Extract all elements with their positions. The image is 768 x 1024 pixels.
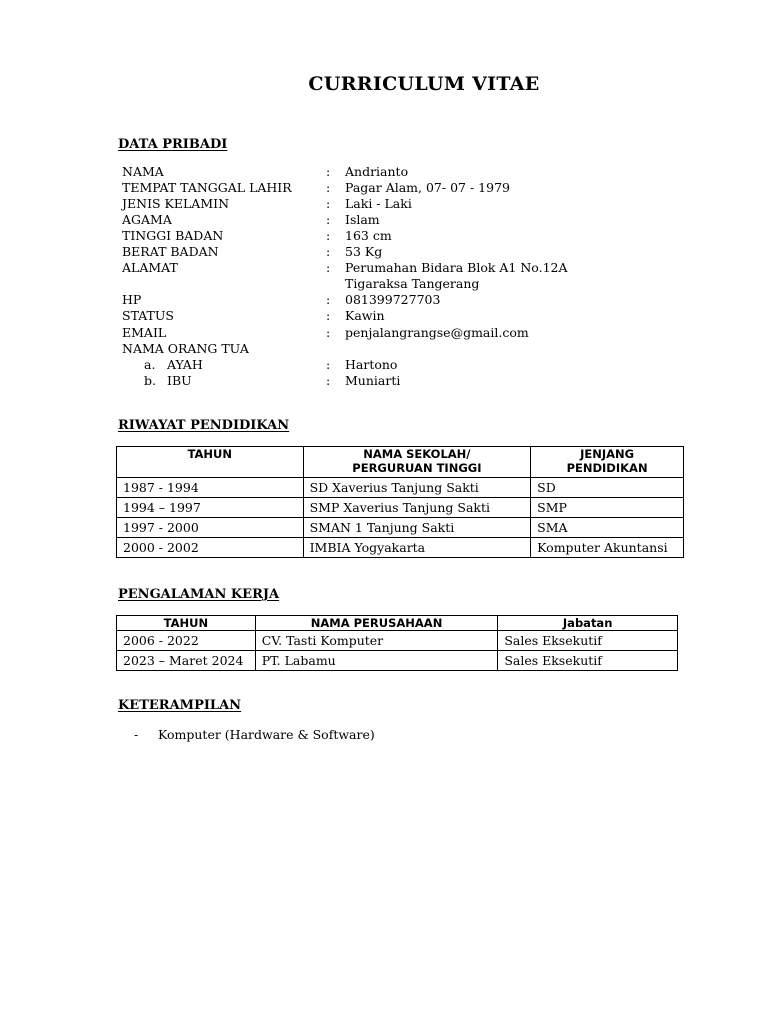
field-row bbox=[0, 228, 768, 244]
table-cell: SMA bbox=[531, 518, 684, 538]
field-label: EMAIL bbox=[122, 325, 167, 340]
education-table bbox=[116, 446, 684, 558]
field-value-line2: Tigaraksa Tangerang bbox=[345, 276, 480, 291]
field-row bbox=[0, 308, 768, 324]
parent-role: AYAH bbox=[167, 357, 203, 372]
table-row bbox=[117, 538, 684, 558]
field-colon: : bbox=[326, 212, 331, 227]
table-cell: SMP bbox=[531, 498, 684, 518]
field-label: HP bbox=[122, 292, 142, 307]
list-index: a. bbox=[144, 357, 156, 372]
table-cell: SD bbox=[531, 478, 684, 498]
field-label: TINGGI BADAN bbox=[122, 228, 224, 243]
table-row bbox=[117, 651, 678, 671]
field-value: Kawin bbox=[345, 308, 385, 323]
field-label: ALAMAT bbox=[122, 260, 178, 275]
field-label: TEMPAT TANGGAL LAHIR bbox=[122, 180, 292, 195]
bullet-dash: - bbox=[134, 727, 139, 742]
field-row bbox=[0, 260, 768, 276]
field-value: Islam bbox=[345, 212, 380, 227]
field-value: Muniarti bbox=[345, 373, 401, 388]
column-header: NAMA SEKOLAH/ PERGURUAN TINGGI bbox=[303, 447, 531, 478]
table-row bbox=[117, 631, 678, 651]
table-cell: Komputer Akuntansi bbox=[531, 538, 684, 558]
list-index: b. bbox=[144, 373, 156, 388]
table-cell: 2006 - 2022 bbox=[117, 631, 256, 651]
parent-row bbox=[0, 357, 768, 373]
parent-label bbox=[144, 357, 203, 373]
column-header: NAMA PERUSAHAAN bbox=[255, 616, 498, 631]
field-row bbox=[0, 292, 768, 308]
field-value: 53 Kg bbox=[345, 244, 383, 259]
section-heading-education: RIWAYAT PENDIDIKAN bbox=[118, 418, 290, 433]
field-row bbox=[0, 325, 768, 341]
email-value: penjalangrangse@gmail.com bbox=[345, 325, 529, 340]
field-colon: : bbox=[326, 228, 331, 243]
table-cell: Sales Eksekutif bbox=[498, 651, 678, 671]
column-header: JENJANG PENDIDIKAN bbox=[531, 447, 684, 478]
table-cell: 2000 - 2002 bbox=[117, 538, 304, 558]
field-colon: : bbox=[326, 308, 331, 323]
field-row bbox=[0, 180, 768, 196]
column-header: Jabatan bbox=[498, 616, 678, 631]
parents-row bbox=[0, 341, 768, 357]
table-row bbox=[117, 498, 684, 518]
section-heading-skills: KETERAMPILAN bbox=[118, 698, 242, 713]
field-value: Perumahan Bidara Blok A1 No.12A bbox=[345, 260, 568, 275]
list-item: Komputer (Hardware & Software) bbox=[158, 727, 375, 742]
table-cell: 1997 - 2000 bbox=[117, 518, 304, 538]
field-colon: : bbox=[326, 180, 331, 195]
field-label: JENIS KELAMIN bbox=[122, 196, 230, 211]
field-value: Laki - Laki bbox=[345, 196, 412, 211]
parent-role: IBU bbox=[167, 373, 192, 388]
field-label: BERAT BADAN bbox=[122, 244, 219, 259]
field-value: 081399727703 bbox=[345, 292, 441, 307]
table-cell: 1987 - 1994 bbox=[117, 478, 304, 498]
table-header-row bbox=[117, 616, 678, 631]
table-cell: PT. Labamu bbox=[255, 651, 498, 671]
table-row bbox=[117, 518, 684, 538]
table-cell: 2023 – Maret 2024 bbox=[117, 651, 256, 671]
page-title: CURRICULUM VITAE bbox=[308, 73, 540, 95]
parent-row bbox=[0, 373, 768, 389]
field-colon: : bbox=[326, 373, 331, 388]
field-row bbox=[0, 244, 768, 260]
field-colon: : bbox=[326, 260, 331, 275]
field-colon: : bbox=[326, 196, 331, 211]
table-cell: SD Xaverius Tanjung Sakti bbox=[303, 478, 531, 498]
table-cell: IMBIA Yogyakarta bbox=[303, 538, 531, 558]
field-row bbox=[0, 212, 768, 228]
field-label: NAMA bbox=[122, 164, 164, 179]
table-cell: SMAN 1 Tanjung Sakti bbox=[303, 518, 531, 538]
field-value: Andrianto bbox=[345, 164, 409, 179]
section-heading-work: PENGALAMAN KERJA bbox=[118, 587, 280, 602]
field-label: STATUS bbox=[122, 308, 174, 323]
section-heading-personal: DATA PRIBADI bbox=[118, 137, 228, 152]
field-colon: : bbox=[326, 244, 331, 259]
field-value: Pagar Alam, 07- 07 - 1979 bbox=[345, 180, 510, 195]
field-colon: : bbox=[326, 292, 331, 307]
field-row bbox=[0, 164, 768, 180]
table-cell: 1994 – 1997 bbox=[117, 498, 304, 518]
table-header-row bbox=[117, 447, 684, 478]
field-row bbox=[0, 196, 768, 212]
table-cell: Sales Eksekutif bbox=[498, 631, 678, 651]
table-cell: SMP Xaverius Tanjung Sakti bbox=[303, 498, 531, 518]
work-table bbox=[116, 615, 678, 671]
field-colon: : bbox=[326, 164, 331, 179]
field-label: AGAMA bbox=[122, 212, 172, 227]
column-header: TAHUN bbox=[117, 447, 304, 478]
field-row-continued bbox=[0, 276, 768, 292]
field-value: 163 cm bbox=[345, 228, 392, 243]
parent-label bbox=[144, 373, 192, 389]
field-colon: : bbox=[326, 325, 331, 340]
table-row bbox=[117, 478, 684, 498]
field-value: Hartono bbox=[345, 357, 398, 372]
parents-label: NAMA ORANG TUA bbox=[122, 341, 249, 356]
table-cell: CV. Tasti Komputer bbox=[255, 631, 498, 651]
field-colon: : bbox=[326, 357, 331, 372]
column-header: TAHUN bbox=[117, 616, 256, 631]
